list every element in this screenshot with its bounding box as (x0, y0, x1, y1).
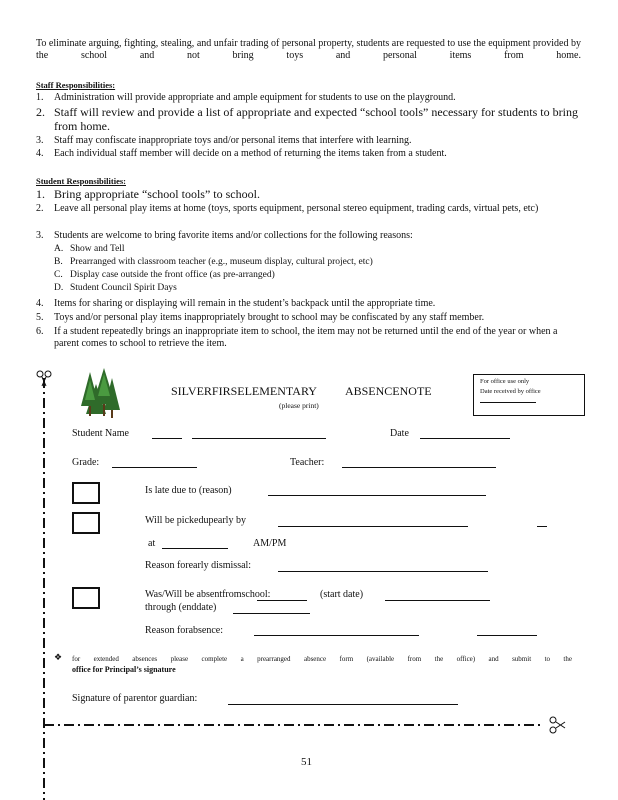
student-heading: Student Responsibilities: (36, 176, 126, 186)
pickup-checkbox[interactable] (72, 512, 100, 534)
at-label: at (148, 538, 156, 549)
form-title: SILVERFIRSELEMENTARY ABSENCENOTE (171, 384, 432, 398)
late-checkbox[interactable] (72, 482, 100, 504)
office-use-box (473, 374, 585, 416)
form-subtitle: (please print) (279, 401, 319, 410)
pickup-by-field[interactable] (278, 526, 468, 527)
through-label: through (enddate) (145, 602, 217, 613)
late-label: Is late due to (reason) (145, 485, 232, 496)
grade-field[interactable] (112, 467, 197, 468)
teacher-field[interactable] (342, 467, 496, 468)
absent-label: Was/Will be absentfromschool: (145, 589, 271, 600)
reason-early-field[interactable] (278, 571, 488, 572)
student-name-field[interactable] (192, 438, 326, 439)
absent-start-pre-field[interactable] (257, 600, 307, 601)
teacher-label: Teacher: (290, 457, 325, 468)
late-reason-field[interactable] (268, 495, 486, 496)
end-date-field[interactable] (233, 613, 310, 614)
pickup-extra-field[interactable] (537, 526, 547, 527)
reason-absence-label: Reason forabsence: (145, 625, 224, 636)
pine-tree-logo (78, 368, 120, 420)
reason-early-label: Reason forearly dismissal: (145, 560, 252, 571)
pickup-label: Will be pickedupearly by (145, 515, 246, 526)
pickup-time-field[interactable] (162, 548, 228, 549)
student-name-label: Student Name (72, 428, 129, 439)
reason-absence-field[interactable] (254, 635, 419, 636)
extended-absence-note: for extended absences please complete a prearranged absence form (available from the office) and submit to the (72, 655, 572, 663)
page-number: 51 (301, 756, 312, 768)
signature-label: Signature of parentor guardian: (72, 693, 198, 704)
date-label: Date (390, 428, 409, 439)
principal-signature-note: office for Principal’s signature (72, 665, 176, 674)
office-use-label: For office use only (480, 378, 530, 385)
grade-label: Grade: (72, 457, 100, 468)
reason-absence-field-2[interactable] (477, 635, 537, 636)
start-date-field[interactable] (385, 600, 490, 601)
absent-checkbox[interactable] (72, 587, 100, 609)
ampm-label: AM/PM (253, 538, 287, 549)
student-name-field[interactable] (152, 438, 182, 439)
signature-field[interactable] (228, 704, 458, 705)
staff-heading: Staff Responsibilities: (36, 80, 116, 90)
scissors-icon (550, 717, 565, 733)
start-date-label: (start date) (320, 589, 364, 600)
date-received-label: Date received by office (480, 388, 541, 395)
intro-paragraph: To eliminate arguing, fighting, stealing, and unfair trading of personal property, students are requested to use the equipment provided by the school and not bring toys and personal items from home. (36, 38, 581, 61)
office-date-line[interactable] (480, 402, 536, 403)
date-field[interactable] (420, 438, 510, 439)
form-border (0, 360, 618, 800)
diamond-bullet-icon: ❖ (54, 652, 63, 662)
